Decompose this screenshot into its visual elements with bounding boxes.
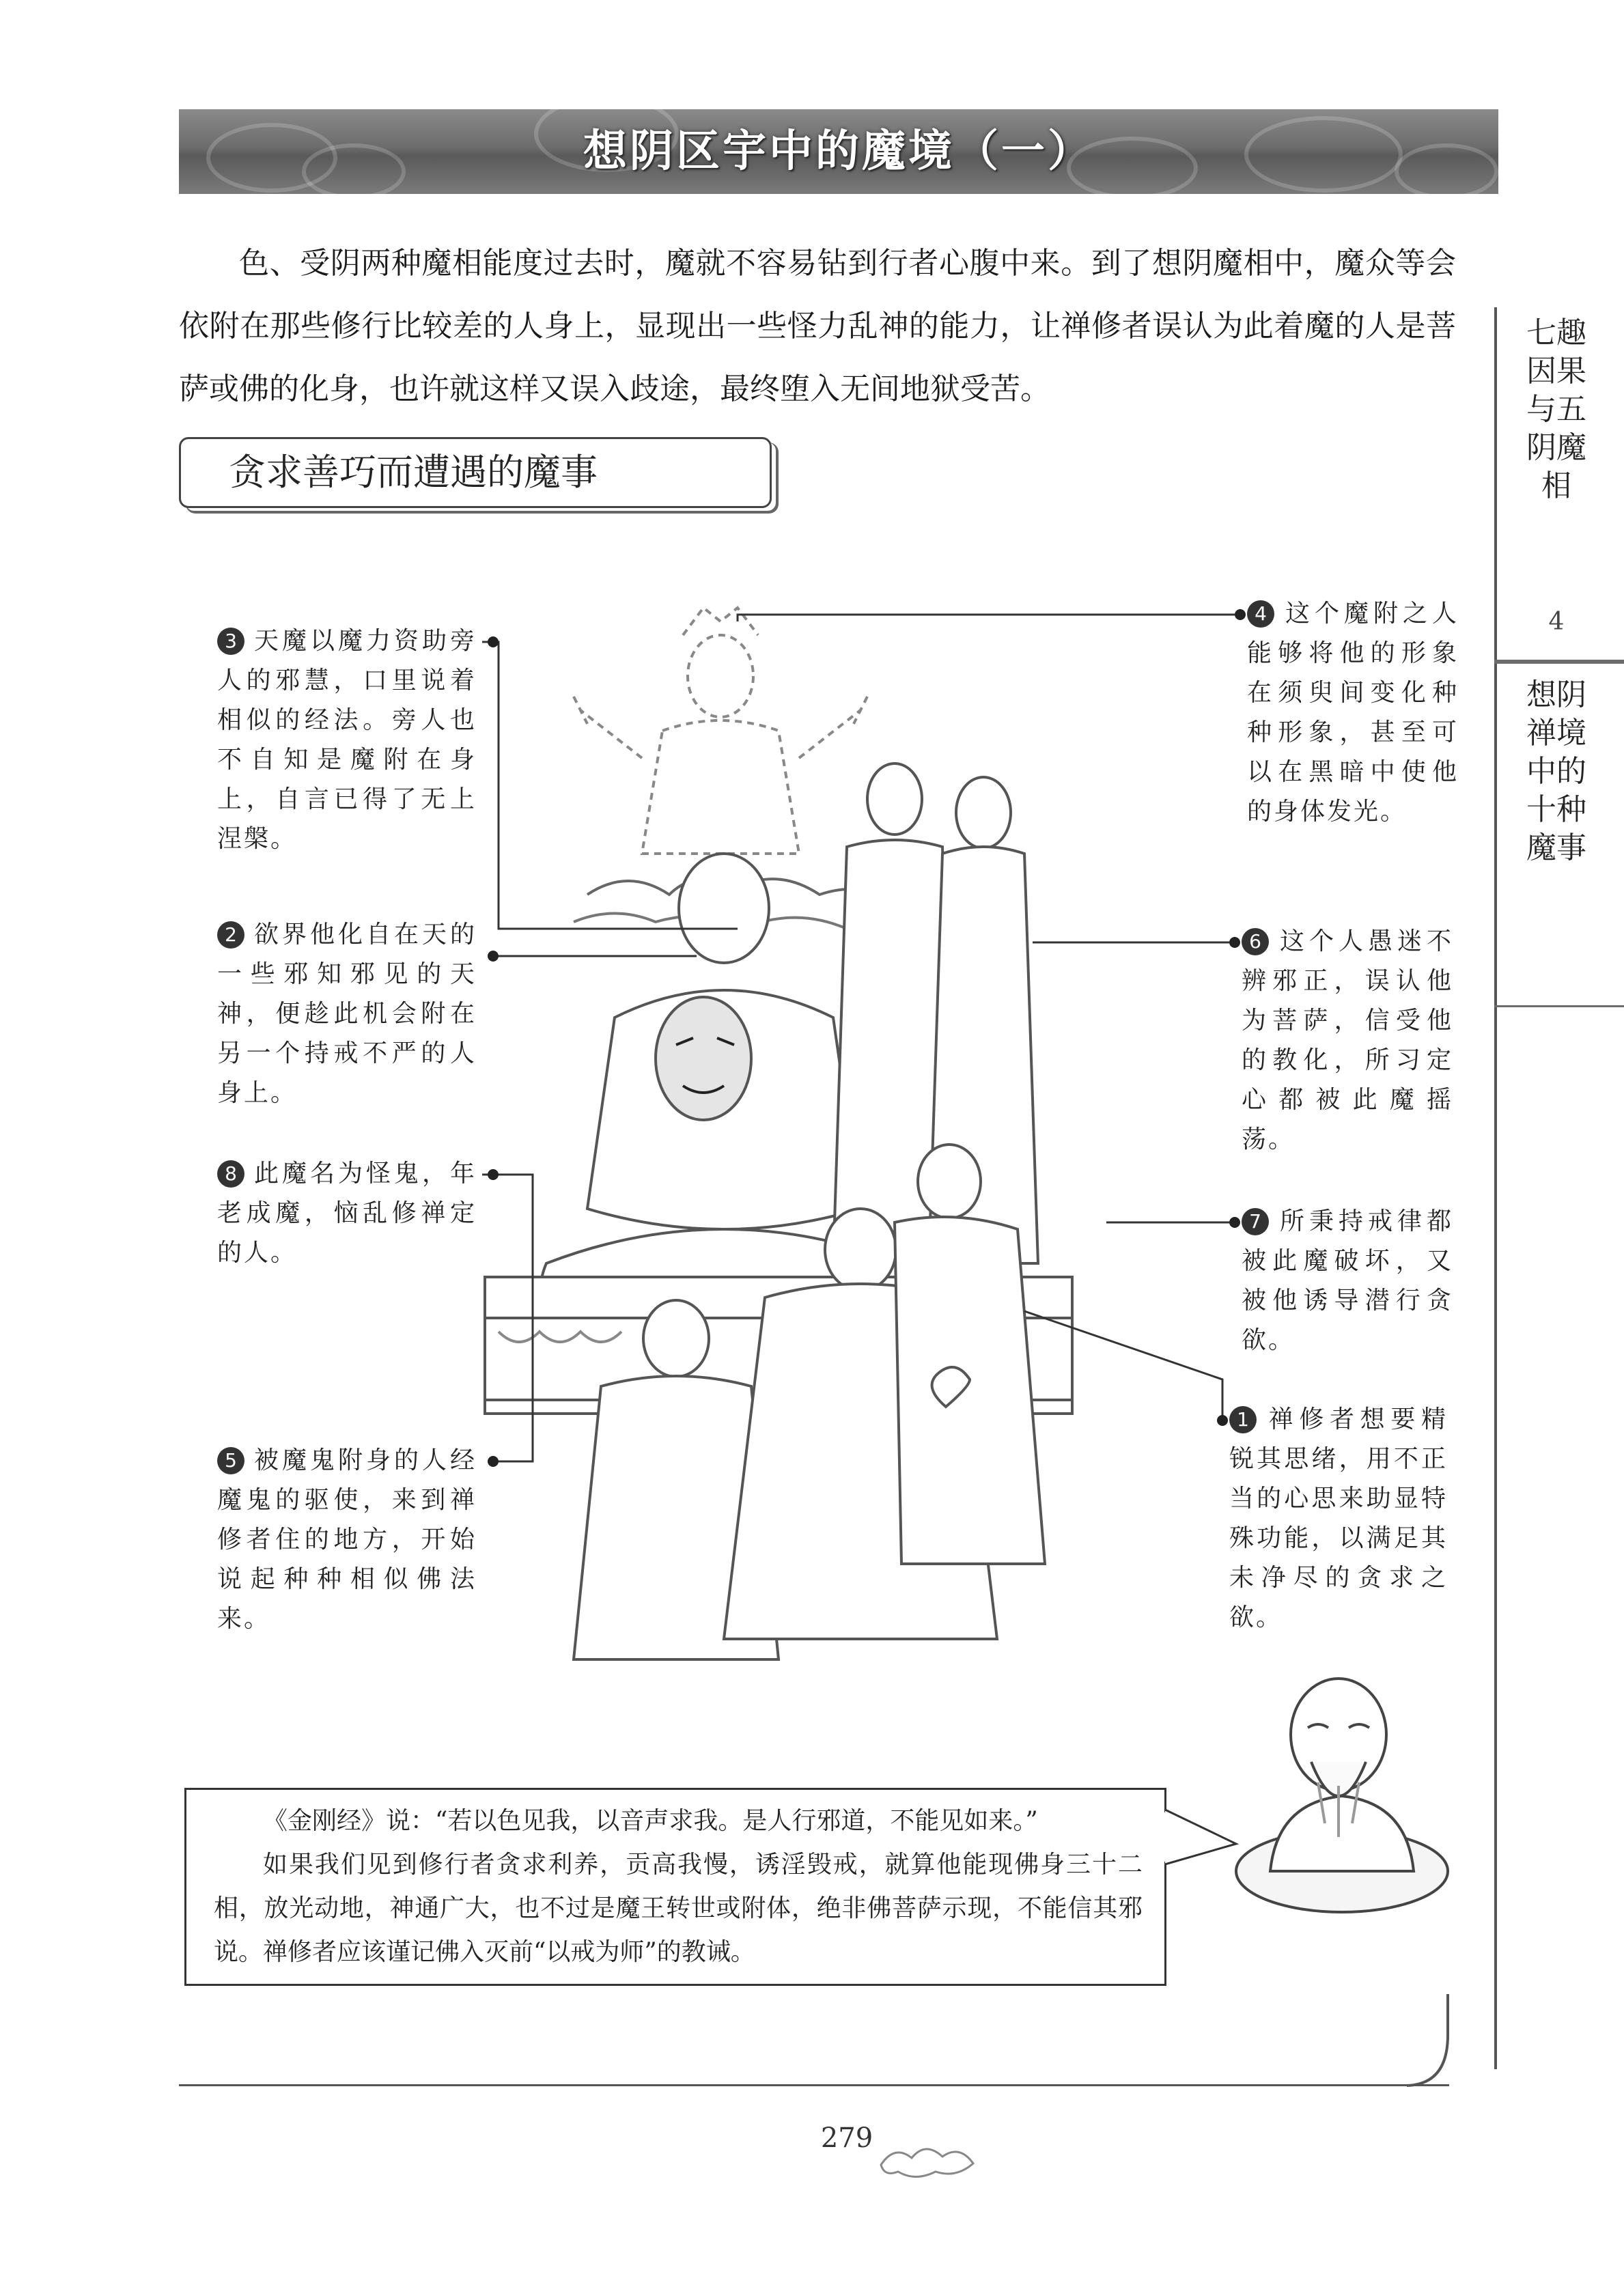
intro-paragraph: 色、受阴两种魔相能度过去时，魔就不容易钻到行者心腹中来。到了想阴魔相中，魔众等会依附在那些修行比较差的人身上，显现出一些怪力乱神的能力，让禅修者误认为此着魔的人是菩萨或佛的化身，也许就这样又误入歧途，最终堕入无间地狱受苦。 (179, 246, 1456, 406)
anno-6-dot (1229, 937, 1240, 948)
annotation-7-number: 7 (1242, 1208, 1269, 1235)
annotation-7-text: 所秉持戒律都被此魔破坏，又被他诱导潜行贪欲。 (1242, 1207, 1453, 1354)
annotation-6 (1242, 922, 1453, 1160)
section-heading-text: 贪求善巧而遭遇的魔事 (229, 451, 598, 494)
annotation-6-text: 这个人愚迷不辨邪正，误认他为菩萨，信受他的教化，所习定心都被此魔摇荡。 (1242, 927, 1453, 1153)
annotation-1 (1229, 1400, 1448, 1638)
side-tab-chapter-number: 4 (1548, 608, 1565, 636)
annotation-3 (217, 621, 477, 859)
annotation-5-text: 被魔鬼附身的人经魔鬼的驱使，来到禅修者住的地方，开始说起种种相似佛法来。 (217, 1446, 477, 1633)
anno-5-dot (488, 1456, 499, 1467)
quote-line-2: 如果我们见到修行者贪求利养，贡高我慢，诱淫毁戒，就算他能现佛身三十二相，放光动地，神通广大，也不过是魔王转世或附体，绝非佛菩萨示现，不能信其邪说。禅修者应该谨记佛入灭前“以戒为师”的教诫。 (214, 1851, 1143, 1966)
master-figure (1229, 1666, 1455, 1953)
annotation-8-number: 8 (217, 1160, 244, 1188)
anno-2-dot (488, 951, 499, 962)
side-tab-chapter: 七趣因果与五阴魔相 (1526, 315, 1586, 503)
annotation-2 (217, 915, 477, 1113)
side-tab-section: 想阴禅境中的十种魔事 (1526, 677, 1586, 865)
annotation-8-text: 此魔名为怪鬼，年老成魔，恼乱修禅定的人。 (217, 1160, 477, 1267)
anno-3-dot (488, 636, 499, 647)
annotation-5 (217, 1441, 477, 1639)
annotation-2-number: 2 (217, 921, 244, 949)
annotation-6-number: 6 (1242, 928, 1269, 955)
annotation-7 (1242, 1202, 1453, 1360)
anno-8-dot (488, 1169, 499, 1180)
annotation-3-number: 3 (217, 628, 244, 655)
annotation-4 (1247, 594, 1459, 832)
annotation-5-number: 5 (217, 1447, 244, 1474)
page-number: 279 (820, 2122, 873, 2154)
quote-box (184, 1788, 1166, 1986)
anno-4-dot (1235, 609, 1246, 620)
quote-line-1: 《金刚经》说：“若以色见我，以音声求我。是人行邪道，不能见如来。” (263, 1807, 1038, 1835)
page-title: 想阴区宇中的魔境（一） (583, 126, 1094, 177)
annotation-1-text: 禅修者想要精锐其思绪，用不正当的心思来助显特殊功能，以满足其未净尽的贪求之欲。 (1229, 1405, 1448, 1631)
annotation-4-text: 这个魔附之人能够将他的形象在须臾间变化种种形象，甚至可以在黑暗中使他的身体发光。 (1247, 600, 1459, 826)
annotation-3-text: 天魔以魔力资助旁人的邪慧，口里说着相似的经法。旁人也不自知是魔附在身上，自言已得了无上涅槃。 (217, 627, 477, 853)
corner-curve (1407, 1994, 1502, 2090)
anno-7-dot (1229, 1217, 1240, 1228)
cloud-ornament-icon (874, 2137, 983, 2185)
annotation-2-text: 欲界他化自在天的一些邪知邪见的天神，便趁此机会附在另一个持戒不严的人身上。 (217, 921, 477, 1107)
anno-1-dot (1217, 1415, 1228, 1426)
annotation-8 (217, 1154, 477, 1273)
bottom-rule (179, 2084, 1449, 2086)
annotation-4-number: 4 (1247, 600, 1274, 628)
annotation-1-number: 1 (1229, 1406, 1257, 1433)
